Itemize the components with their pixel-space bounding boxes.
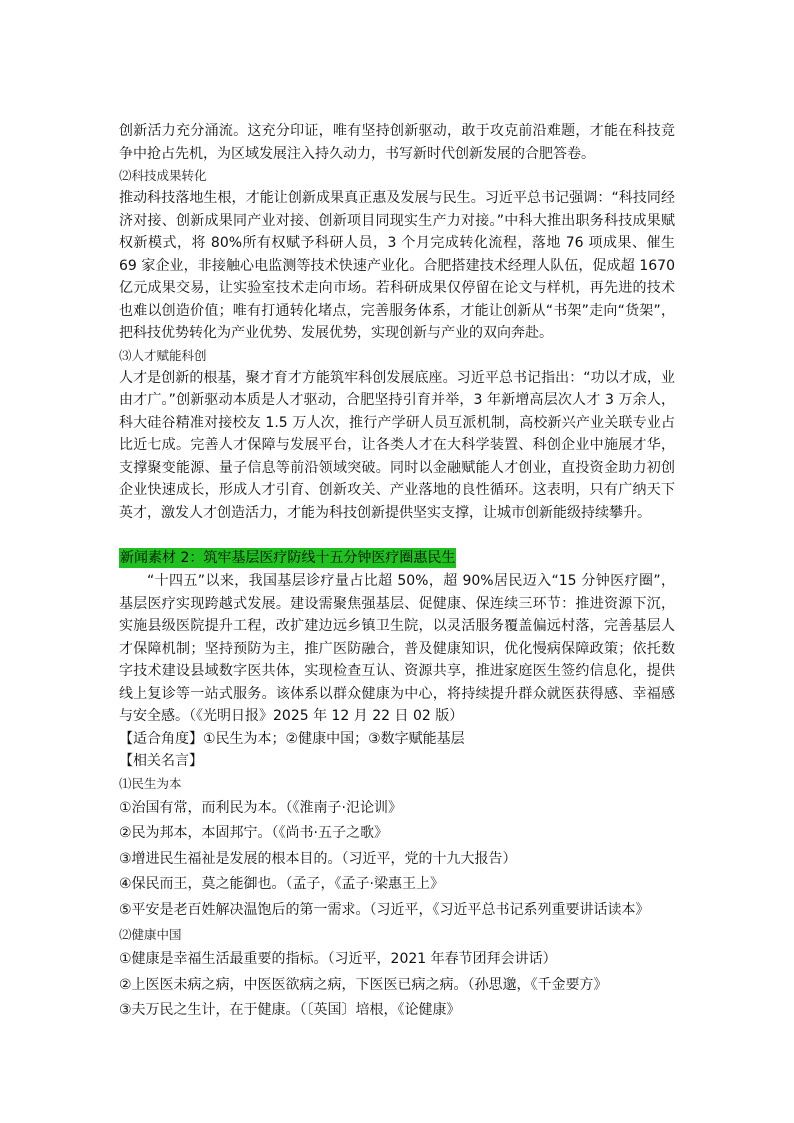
quote-group-heading-health: ⑵健康中国 bbox=[119, 927, 182, 942]
top-section bbox=[119, 120, 675, 524]
quote-item: ①治国有常，而利民为本。（《淮南子·氾论训》 bbox=[119, 799, 402, 816]
tech-transfer-paragraph: 推动科技落地生根，才能让创新成果真正惠及发展与民生。习近平总书记强调：“科技同经济对接、创新成果同产业对接、创新项目同现实生产力对接。”中科大推出职务科技成果赋权新模式，将 80%所有权赋予科研人员，3 个月完成转化流程，落地 76 项成果、催生 69 家企业，非接触心电监测等技术快速产业化。合肥搭建技术经理人队伍，促成超 1670 亿元成果交易，让实验室技术走向市场。若科研成果仅停留在论文与样机，再先进的技术也难以创造价值；唯有打通转化堵点，完善服务体系，才能让创新从“书架”走向“货架”，把科技优势转化为产业优势、发展优势，实现创新与产业的双向奔赴。 bbox=[119, 190, 675, 341]
section-heading-talent: ⑶人才赋能科创 bbox=[119, 347, 207, 363]
quote-item: ③夫万民之生计，在于健康。（〔英国〕培根，《论健康》 bbox=[119, 1002, 461, 1018]
quote-group-heading-livelihood: ⑴民生为本 bbox=[119, 775, 182, 791]
quote-item: ②民为邦本，本固邦宁。（《尚书·五子之歌》 bbox=[119, 825, 388, 841]
talent-paragraph: 人才是创新的根基，聚才育才方能筑牢科创发展底座。习近平总书记指出：“功以才成，业由才广。”创新驱动本质是人才驱动，合肥坚持引育并举，3 年新增高层次人才 3 万余人，科大硅谷精准对接校友 1.5 万人次，推行产学研人员互派机制，高校新兴产业关联专业占比近七成。完善人才保障与发展平台，让各类人才在大科学装置、科创企业中施展才华，支撑聚变能源、量子信息等前沿领域突破。同时以金融赋能人才创业，直投资金助力初创企业快速成长，形成人才引育、创新攻关、产业落地的良性循环。这表明，只有广纳天下英才，激发人才创造活力，才能为科技创新提供坚实支撑，让城市创新能级持续攀升。 bbox=[119, 369, 675, 521]
section-heading-tech-transfer: ⑵科技成果转化 bbox=[119, 168, 207, 183]
suitable-angles: 【适合角度】①民生为本；②健康中国；③数字赋能基层 bbox=[119, 730, 465, 747]
quote-list-livelihood bbox=[119, 797, 675, 922]
quote-item: ③增进民生福祉是发展的根本目的。（习近平，党的十九大报告） bbox=[119, 850, 517, 867]
quote-item: ④保民而王，莫之能御也。（孟子，《孟子·梁惠王上》 bbox=[119, 876, 444, 892]
related-quotes-title: 【相关名言】 bbox=[119, 753, 203, 769]
quote-item: ⑤平安是老百姓解决温饱后的第一需求。（习近平，《习近平总书记系列重要讲话读本》 bbox=[119, 901, 650, 918]
news-section bbox=[119, 570, 675, 1025]
intro-paragraph: 创新活力充分涌流。这充分印证，唯有坚持创新驱动，敢于攻克前沿难题，才能在科技竞争中抢占先机，为区域发展注入持久动力，书写新时代创新发展的合肥答卷。 bbox=[119, 123, 675, 162]
news-material-tag: 新闻素材 2：筑牢基层医疗防线十五分钟医疗圈惠民生 bbox=[120, 550, 456, 566]
quote-list-health bbox=[119, 948, 675, 1022]
news-paragraph: “十四五”以来，我国基层诊疗量占比超 50%，超 90%居民迈入“15 分钟医疗圈”，基层医疗实现跨越式发展。建设需聚焦强基层、促健康、保连续三环节：推进资源下沉，实施县级医院提升工程，改扩建边远乡镇卫生院，以灵活服务覆盖偏远村落，完善基层人才保障机制；坚持预防为主，推广医防融合，普及健康知识，优化慢病保障政策；依托数字技术建设县域数字医共体，实现检查互认、资源共享，推进家庭医生签约信息化，提供线上复诊等一站式服务。该体系以群众健康为中心，将持续提升群众就医获得感、幸福感与安全感。（《光明日报》2025 年 12 月 22 日 02 版） bbox=[119, 573, 675, 724]
quote-item: ②上医医未病之病，中医医欲病之病，下医医已病之病。（孙思邈，《千金要方》 bbox=[119, 976, 608, 993]
quote-item: ①健康是幸福生活最重要的指标。（习近平，2021 年春节团拜会讲话） bbox=[119, 951, 557, 967]
